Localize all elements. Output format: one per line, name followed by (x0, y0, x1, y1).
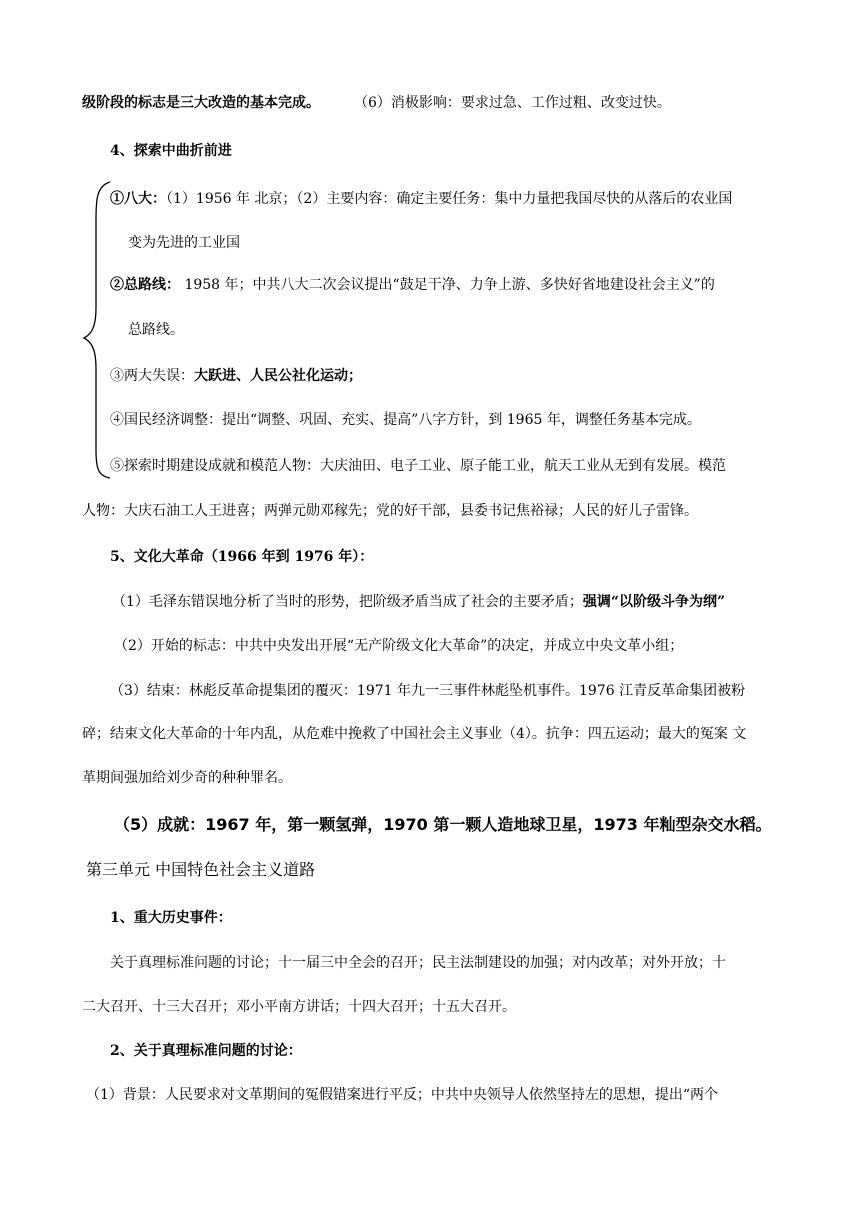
text-line: （2）开始的标志：中共中央发出开展“无产阶级文化大革命”的决定，并成立中央文革小组； (114, 638, 684, 654)
curly-brace (82, 180, 112, 480)
text-span: （1）毛泽东错误地分析了当时的形势，把阶级矛盾当成了社会的主要矛盾； (112, 594, 583, 610)
section-heading: 2、关于真理标准问题的讨论： (110, 1043, 302, 1059)
unit-title: 第三单元 中国特色社会主义道路 (86, 860, 316, 879)
highlight-line: （5）成就：1967 年，第一颗氢弹，1970 第一颗人造地球卫星，1973 年籼型杂交水稻。 (114, 815, 772, 834)
item-text: 1958 年；中共八大二次会议提出“鼓足干净、力争上游、多快好省地建设社会主义”的 (184, 277, 715, 293)
bold-text: 强调“以阶级斗争为纲” (582, 594, 726, 610)
text-line (112, 592, 725, 612)
text-line (82, 93, 671, 113)
text-line: 碎；结束文化大革命的十年内乱，从危难中挽救了中国社会主义事业（4）。抗争：四五运动；最大的冤案 文 (82, 726, 747, 742)
text-line: 总路线。 (128, 322, 184, 338)
text-span: （6）消极影响：要求过急、工作过粗、改变过快。 (354, 95, 671, 111)
text-line: （1）背景：人民要求对文革期间的冤假错案进行平反；中共中央领导人依然坚持左的思想，提出“两个 (86, 1087, 719, 1103)
item-text: （1）1956 年 北京；（2）主要内容：确定主要任务：集中力量把我国尽快的从落后的农业国 (166, 191, 733, 207)
text-line: （3）结束：林彪反革命提集团的覆灭：1971 年九一三事件林彪坠机事件。1976 江青反革命集团被粉 (110, 683, 746, 699)
section-heading: 5、文化大革命（1966 年到 1976 年）： (110, 549, 374, 565)
item-label: ②总路线： (110, 277, 180, 293)
list-item (110, 366, 362, 386)
text-line: 关于真理标准问题的讨论；十一届三中全会的召开；民主法制建设的加强；对内改革；对外开放；十 (110, 955, 726, 971)
text-line: 人物：大庆石油工人王进喜；两弹元勋邓稼先；党的好干部，县委书记焦裕禄；人民的好儿子雷锋。 (82, 503, 698, 519)
text-line: 二大召开、十三大召开；邓小平南方讲话；十四大召开；十五大召开。 (82, 999, 516, 1015)
list-item: ⑤探索时期建设成就和模范人物：大庆油田、电子工业、原子能工业，航天工业从无到有发展。模范 (110, 458, 726, 474)
item-label: ①八大： (110, 191, 166, 207)
item-label: ③两大失误： (110, 368, 194, 384)
section-heading: 1、重大历史事件： (110, 910, 232, 926)
text-line: 变为先进的工业国 (128, 235, 240, 251)
list-item: ④国民经济调整：提出“调整、巩固、充实、提高”八字方针，到 1965 年，调整任务基本完成。 (110, 412, 701, 428)
text-line: 革期间强加给刘少奇的种种罪名。 (82, 770, 292, 786)
section-heading: 4、探索中曲折前进 (110, 143, 232, 159)
list-item (110, 275, 715, 295)
item-bold: 大跃进、人民公社化运动； (194, 368, 362, 384)
bold-text: 级阶段的标志是三大改造的基本完成。 (82, 95, 320, 111)
list-item (110, 189, 732, 209)
